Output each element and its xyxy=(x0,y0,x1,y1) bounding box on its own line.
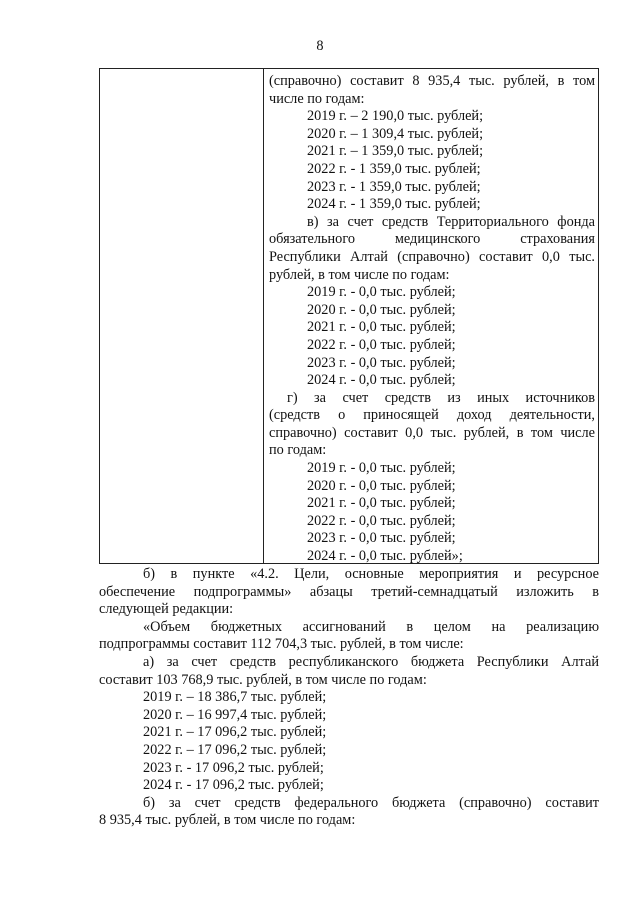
body-text-line: 8 935,4 тыс. рублей, в том числе по годам: xyxy=(99,812,356,829)
table-text-line: числе по годам: xyxy=(269,90,365,107)
table-text-line: 2019 г. - 0,0 тыс. рублей; xyxy=(307,284,456,301)
table-column-divider xyxy=(263,69,264,563)
body-text-line: а) за счет средств республиканского бюджета Республики Алтай xyxy=(143,653,599,670)
body-text-line: 2024 г. - 17 096,2 тыс. рублей; xyxy=(143,777,324,794)
table-text-line: 2020 г. - 0,0 тыс. рублей; xyxy=(307,301,456,318)
table-text-line: 2024 г. - 0,0 тыс. рублей»; xyxy=(307,548,463,565)
body-text-line: подпрограммы составит 112 704,3 тыс. рублей, в том числе: xyxy=(99,636,464,653)
body-text xyxy=(99,566,599,830)
table-text-line: 2021 г. – 1 359,0 тыс. рублей; xyxy=(307,143,484,160)
table-text-line: 2021 г. - 0,0 тыс. рублей; xyxy=(307,319,456,336)
table-text-line: обязательного медицинского страхования xyxy=(269,231,595,248)
body-text-line: составит 103 768,9 тыс. рублей, в том числе по годам: xyxy=(99,671,427,688)
body-text-line: б) в пункте «4.2. Цели, основные мероприятия и ресурсное xyxy=(143,566,599,582)
body-text-line: 2022 г. – 17 096,2 тыс. рублей; xyxy=(143,741,327,758)
table-text-line: 2024 г. - 1 359,0 тыс. рублей; xyxy=(307,196,481,213)
table-text-line: рублей, в том числе по годам: xyxy=(269,266,450,283)
table-text-line: 2021 г. - 0,0 тыс. рублей; xyxy=(307,495,456,512)
table-text-line: по годам: xyxy=(269,442,327,459)
table-text-line: г) за счет средств из иных источников xyxy=(287,389,595,406)
body-text-line: 2023 г. - 17 096,2 тыс. рублей; xyxy=(143,759,324,776)
table-text-line: 2022 г. - 1 359,0 тыс. рублей; xyxy=(307,160,481,177)
body-text-line: 2019 г. – 18 386,7 тыс. рублей; xyxy=(143,689,327,706)
table-text-line: 2023 г. - 0,0 тыс. рублей; xyxy=(307,354,456,371)
table-text-line: в) за счет средств Территориального фонда xyxy=(307,213,595,230)
table-text-line: 2020 г. - 0,0 тыс. рублей; xyxy=(307,477,456,494)
table-text-line: 2023 г. - 1 359,0 тыс. рублей; xyxy=(307,178,481,195)
table-text-line: (справочно) составит 8 935,4 тыс. рублей, в том xyxy=(269,73,595,89)
body-text-line: «Объем бюджетных ассигнований в целом на реализацию xyxy=(143,618,599,635)
table-text-line: 2024 г. - 0,0 тыс. рублей; xyxy=(307,372,456,389)
table-text-line: 2019 г. - 0,0 тыс. рублей; xyxy=(307,460,456,477)
table-text-line: 2022 г. - 0,0 тыс. рублей; xyxy=(307,336,456,353)
table-text-line: (средств о приносящей доход деятельности, xyxy=(269,407,595,424)
table-text-line: 2020 г. – 1 309,4 тыс. рублей; xyxy=(307,125,484,142)
table-text-line: 2022 г. - 0,0 тыс. рублей; xyxy=(307,512,456,529)
table-text-line: справочно) составит 0,0 тыс. рублей, в том числе xyxy=(269,424,595,441)
body-text-line: б) за счет средств федерального бюджета (справочно) составит xyxy=(143,794,599,811)
table-text-line: 2023 г. - 0,0 тыс. рублей; xyxy=(307,530,456,547)
table-text-line: 2019 г. – 2 190,0 тыс. рублей; xyxy=(307,108,484,125)
table-continuation xyxy=(99,68,599,564)
body-text-line: следующей редакции: xyxy=(99,601,234,618)
table-right-cell xyxy=(269,73,595,566)
table-text-line: Республики Алтай (справочно) составит 0,0 тыс. xyxy=(269,248,595,265)
body-text-line: 2020 г. – 16 997,4 тыс. рублей; xyxy=(143,706,327,723)
body-text-line: обеспечение подпрограммы» абзацы третий-семнадцатый изложить в xyxy=(99,583,599,600)
page-number: 8 xyxy=(316,38,324,54)
body-text-line: 2021 г. – 17 096,2 тыс. рублей; xyxy=(143,724,327,741)
